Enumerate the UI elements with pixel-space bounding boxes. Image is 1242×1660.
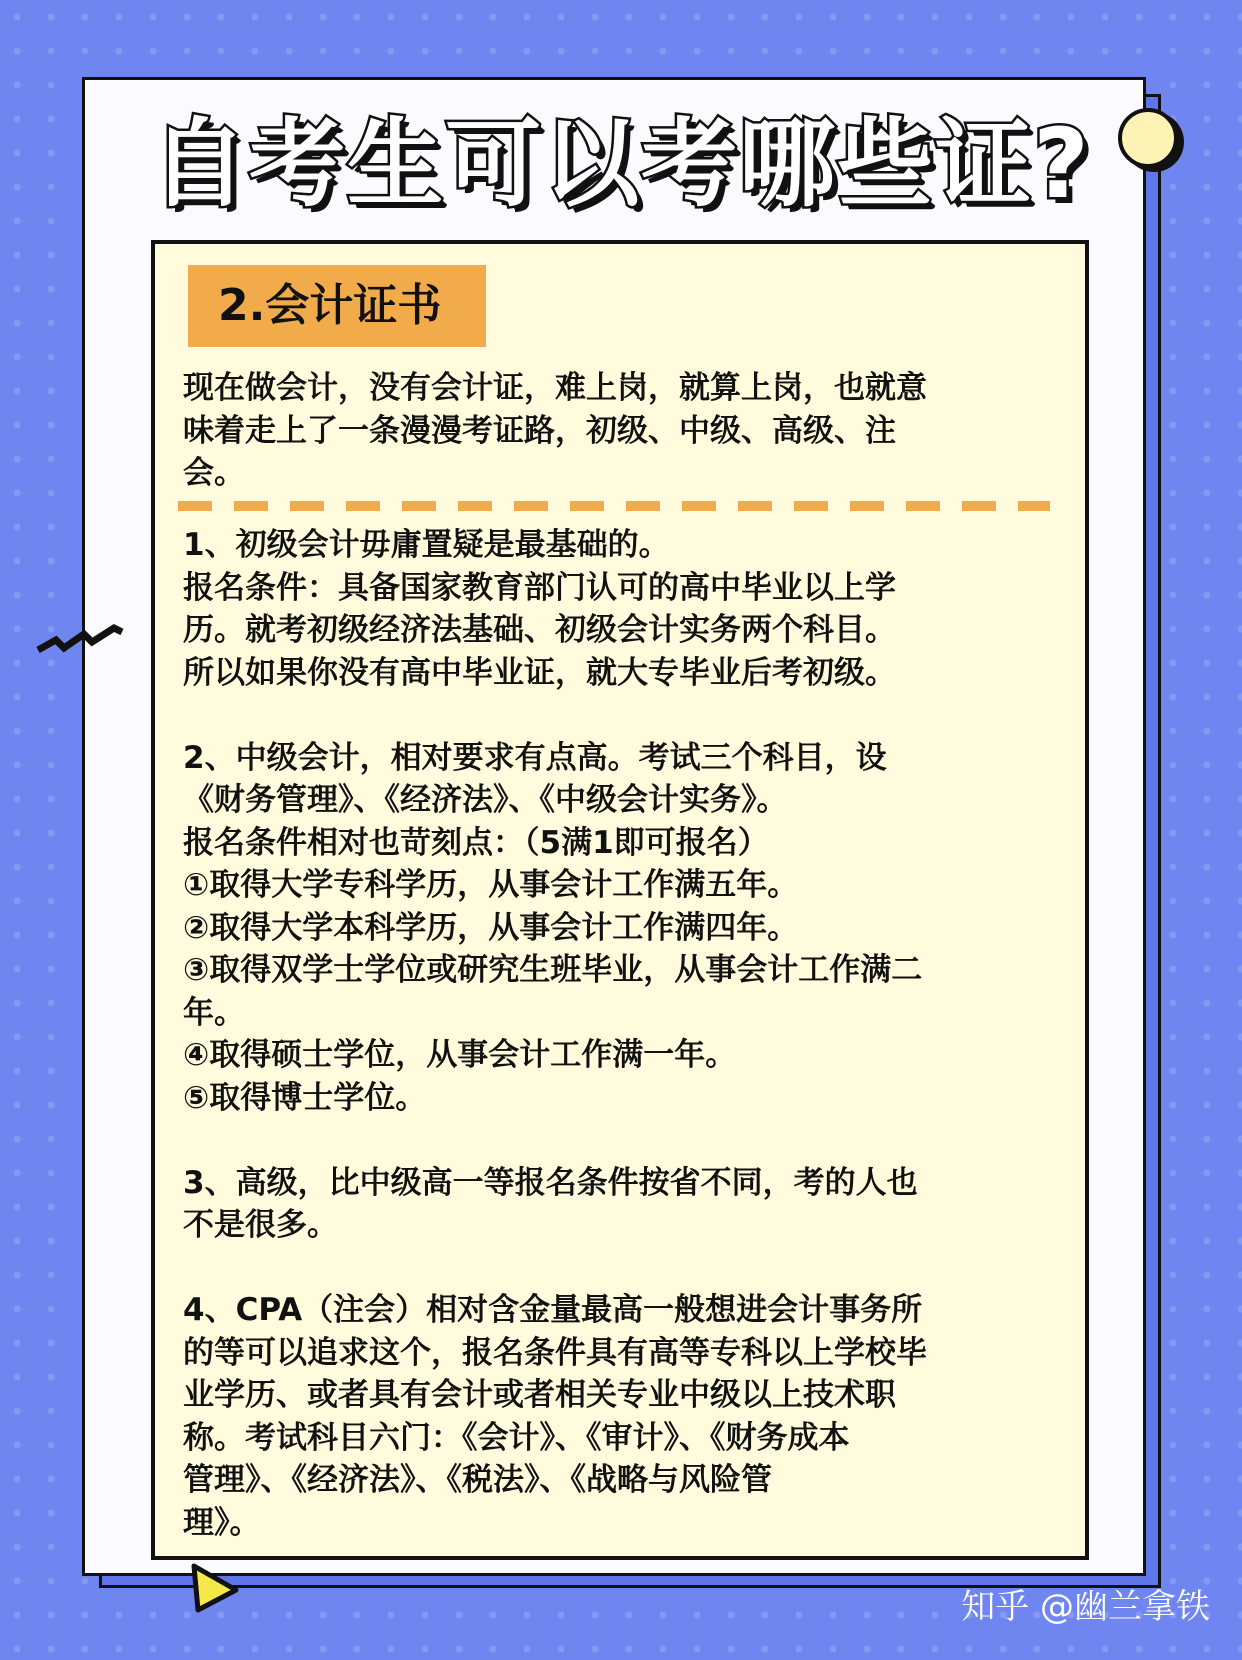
section-tag: 2.会计证书 <box>188 265 486 347</box>
item-junior-accounting <box>183 524 1059 694</box>
dashed-divider <box>178 501 1050 511</box>
item-line: 2、中级会计，相对要求有点高。考试三个科目，设 <box>183 739 887 776</box>
spacer <box>183 1247 1059 1290</box>
item-line: ①取得大学专科学历，从事会计工作满五年。 <box>183 867 799 903</box>
item-line: 《财务管理》、《经济法》、《中级会计实务》。 <box>183 782 788 818</box>
item-line: ②取得大学本科学历，从事会计工作满四年。 <box>183 909 799 946</box>
item-line: 业学历、或者具有会计或者相关专业中级以上技术职 <box>183 1377 896 1413</box>
moon-icon <box>1118 108 1178 168</box>
item-line: ③取得双学士学位或研究生班毕业，从事会计工作满二 <box>183 952 923 988</box>
item-line: 理》。 <box>183 1504 261 1541</box>
zigzag-icon <box>34 618 124 658</box>
item-cpa <box>183 1289 1059 1544</box>
item-line: 1、初级会计毋庸置疑是最基础的。 <box>183 527 670 563</box>
item-line: 不是很多。 <box>183 1207 338 1243</box>
item-line: 历。就考初级经济法基础、初级会计实务两个科目。 <box>183 612 896 648</box>
spacer <box>183 694 1059 737</box>
item-line: 报名条件：具备国家教育部门认可的高中毕业以上学 <box>183 569 896 606</box>
item-line: 3、高级，比中级高一等报名条件按省不同，考的人也 <box>183 1164 918 1201</box>
item-senior-accounting <box>183 1162 1059 1247</box>
item-intermediate-accounting <box>183 737 1059 1120</box>
item-line: 所以如果你没有高中毕业证，就大专毕业后考初级。 <box>183 654 896 691</box>
item-line: 称。考试科目六门：《会计》、《审计》、《财务成本 <box>183 1419 850 1456</box>
watermark: 知乎 @幽兰拿铁 <box>961 1587 1210 1627</box>
item-line: 的等可以追求这个，报名条件具有高等专科以上学校毕 <box>183 1334 927 1371</box>
item-line: ⑤取得博士学位。 <box>183 1079 427 1116</box>
item-line: 4、CPA（注会）相对含金量最高一般想进会计事务所 <box>183 1292 923 1328</box>
item-line: 报名条件相对也苛刻点：（5满1即可报名） <box>183 824 769 861</box>
intro-line: 会。 <box>183 455 245 491</box>
item-line: 年。 <box>183 994 245 1031</box>
spacer <box>183 1119 1059 1162</box>
item-line: 管理》、《经济法》、《税法》、《战略与风险管 <box>183 1462 772 1498</box>
intro-line: 现在做会计，没有会计证，难上岗，就算上岗，也就意 <box>183 370 927 406</box>
page-title: 自考生可以考哪些证? <box>151 108 1091 220</box>
item-line: ④取得硕士学位，从事会计工作满一年。 <box>183 1037 737 1073</box>
intro-line: 味着走上了一条漫漫考证路，初级、中级、高级、注 <box>183 412 896 449</box>
play-triangle-icon <box>186 1560 242 1616</box>
body-content <box>183 524 1059 1544</box>
intro-paragraph <box>183 367 1059 495</box>
